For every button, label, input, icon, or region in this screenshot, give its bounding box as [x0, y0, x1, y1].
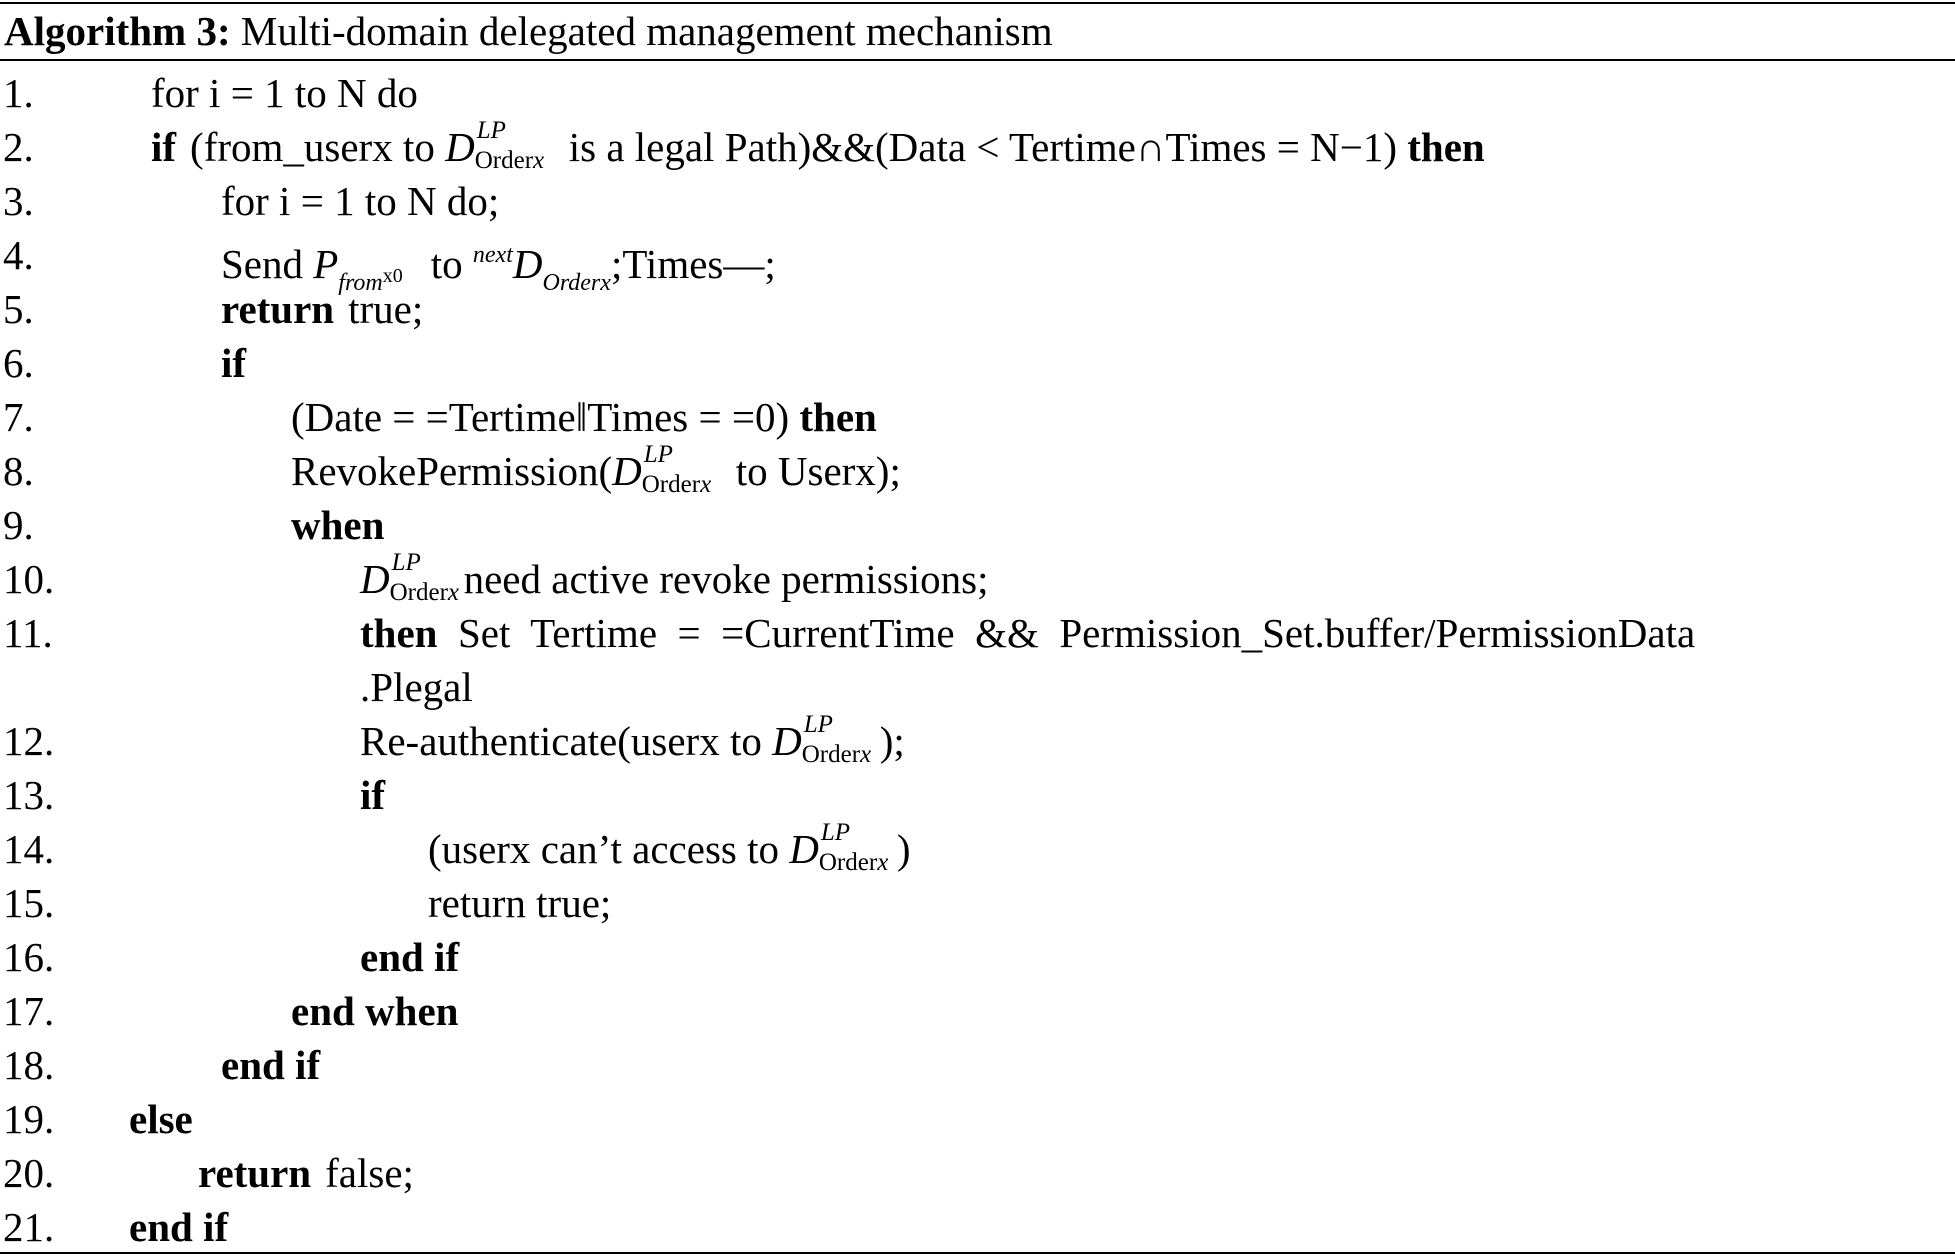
code-line-16 — [0, 930, 1955, 984]
code-text: to — [430, 241, 463, 287]
line-code: return true; — [428, 880, 612, 926]
code-line-11 — [0, 606, 1955, 660]
subscript-var: x — [877, 849, 889, 876]
subscript — [642, 470, 711, 500]
code-text: Re-authenticate(userx to — [360, 718, 762, 764]
line-code — [151, 117, 1485, 174]
line-number: 5. — [3, 286, 34, 332]
superscript: LP — [803, 711, 833, 738]
subscript — [390, 578, 459, 608]
subscript — [819, 848, 888, 878]
keyword: if — [151, 124, 177, 170]
line-number: 19. — [3, 1096, 55, 1142]
bottom-rule — [0, 1252, 1955, 1254]
code-text: (from_userx to — [190, 124, 435, 170]
math-scripts — [641, 441, 722, 498]
code-line-13 — [0, 768, 1955, 822]
code-text: is a legal Path)&&(Data < Tertime∩Times = N−1) — [568, 124, 1398, 170]
keyword: return — [198, 1150, 312, 1196]
superscript: LP — [391, 549, 421, 576]
code-line-1 — [0, 66, 1955, 120]
math-symbol: D — [445, 124, 475, 170]
code-line-2 — [0, 117, 1955, 174]
line-number: 13. — [3, 772, 55, 818]
subscript-text: Order — [801, 741, 861, 768]
code-line-18 — [0, 1038, 1955, 1092]
subscript: Orderx — [542, 270, 611, 296]
keyword: return — [221, 286, 335, 332]
superscript: LP — [476, 117, 506, 144]
title-rule — [0, 59, 1955, 61]
math-scripts — [801, 711, 880, 768]
code-line-19 — [0, 1092, 1955, 1146]
code-line-8 — [0, 441, 1955, 498]
line-number: 16. — [3, 934, 55, 980]
math-symbol: D — [360, 556, 390, 602]
keyword: then — [1407, 124, 1485, 170]
pre-superscript: next — [472, 242, 513, 268]
line-number: 7. — [3, 394, 34, 440]
subscript-var: x — [700, 471, 712, 498]
code-text: to Userx); — [735, 448, 901, 494]
code-text: ;Times—; — [610, 241, 776, 287]
algorithm-title — [4, 4, 1053, 58]
code-line-4 — [0, 228, 1955, 296]
code-line-5 — [0, 282, 1955, 336]
code-text: true; — [348, 286, 424, 332]
keyword: then — [360, 610, 438, 656]
line-number: 10. — [3, 556, 55, 602]
line-number: 20. — [3, 1150, 55, 1196]
math-symbol: P — [313, 241, 339, 287]
line-number: 2. — [3, 124, 34, 170]
keyword: end if — [129, 1204, 229, 1250]
line-number: 1. — [3, 70, 34, 116]
line-code — [198, 1146, 414, 1200]
line-number: 8. — [3, 448, 34, 494]
algorithm-name: Multi-domain delegated management mechanism — [240, 8, 1053, 54]
code-text: (Date = =Tertime‖Times = =0) — [291, 394, 790, 440]
line-number: 9. — [3, 502, 34, 548]
algorithm-label: Algorithm 3: — [4, 8, 231, 54]
line-number: 12. — [3, 718, 55, 764]
code-line-11-continuation — [0, 660, 1955, 714]
subscript-var: x — [533, 147, 545, 174]
math-scripts — [474, 117, 555, 174]
superscript: LP — [643, 441, 673, 468]
line-code: for i = 1 to N do — [151, 70, 418, 116]
line-number: 4. — [3, 232, 34, 278]
code-text: Set Tertime = =CurrentTime && Permission_Set.buffer/PermissionData — [457, 610, 1696, 656]
line-code — [291, 441, 901, 498]
line-number: 21. — [3, 1204, 55, 1250]
math-symbol: D — [512, 241, 543, 287]
line-code — [291, 390, 877, 444]
line-code — [360, 549, 989, 606]
keyword: then — [799, 394, 877, 440]
line-number: 18. — [3, 1042, 55, 1088]
line-code-continued: .Plegal — [360, 664, 473, 710]
code-line-21 — [0, 1200, 1955, 1254]
code-text: need active revoke permissions; — [463, 556, 989, 602]
code-text: false; — [325, 1150, 414, 1196]
code-line-20 — [0, 1146, 1955, 1200]
code-line-14 — [0, 819, 1955, 876]
line-code — [360, 606, 1695, 660]
code-line-6 — [0, 336, 1955, 390]
code-text: ) — [896, 826, 911, 872]
keyword: if — [221, 340, 247, 386]
keyword: when — [291, 502, 385, 548]
code-line-15 — [0, 876, 1955, 930]
line-code — [360, 711, 905, 768]
math-scripts — [389, 549, 464, 606]
line-number: 6. — [3, 340, 34, 386]
keyword: end if — [221, 1042, 321, 1088]
code-line-12 — [0, 711, 1955, 768]
superscript: LP — [820, 819, 851, 846]
line-number: 3. — [3, 178, 34, 224]
code-line-7 — [0, 390, 1955, 444]
subscript-text: Order — [474, 147, 534, 174]
keyword: end if — [360, 934, 460, 980]
code-text: (userx can’t access to — [428, 826, 780, 872]
code-text: ); — [879, 718, 905, 764]
subscript-sup: x0 — [382, 265, 403, 287]
line-code — [428, 819, 911, 876]
subscript-text: Order — [818, 849, 878, 876]
math-scripts — [818, 819, 897, 876]
code-line-3 — [0, 174, 1955, 228]
subscript-var: x — [447, 579, 460, 606]
line-number: 14. — [3, 826, 55, 872]
code-line-10 — [0, 549, 1955, 606]
line-number: 17. — [3, 988, 55, 1034]
keyword: if — [360, 772, 386, 818]
line-code: for i = 1 to N do; — [221, 178, 500, 224]
math-symbol: D — [772, 718, 802, 764]
line-number: 15. — [3, 880, 55, 926]
math-symbol: D — [789, 826, 819, 872]
line-code — [221, 282, 423, 336]
subscript-text: Order — [389, 579, 448, 606]
math-symbol: D — [612, 448, 642, 494]
code-text: Send — [221, 241, 303, 287]
code-line-17 — [0, 984, 1955, 1038]
line-number: 11. — [3, 610, 53, 656]
keyword: end when — [291, 988, 459, 1034]
code-text: RevokePermission( — [291, 448, 613, 494]
code-line-9 — [0, 498, 1955, 552]
subscript-text: Order — [641, 471, 701, 498]
subscript — [475, 146, 544, 176]
subscript: from — [338, 270, 383, 296]
subscript-var: x — [860, 741, 872, 768]
subscript — [802, 740, 871, 770]
keyword: else — [129, 1096, 193, 1142]
